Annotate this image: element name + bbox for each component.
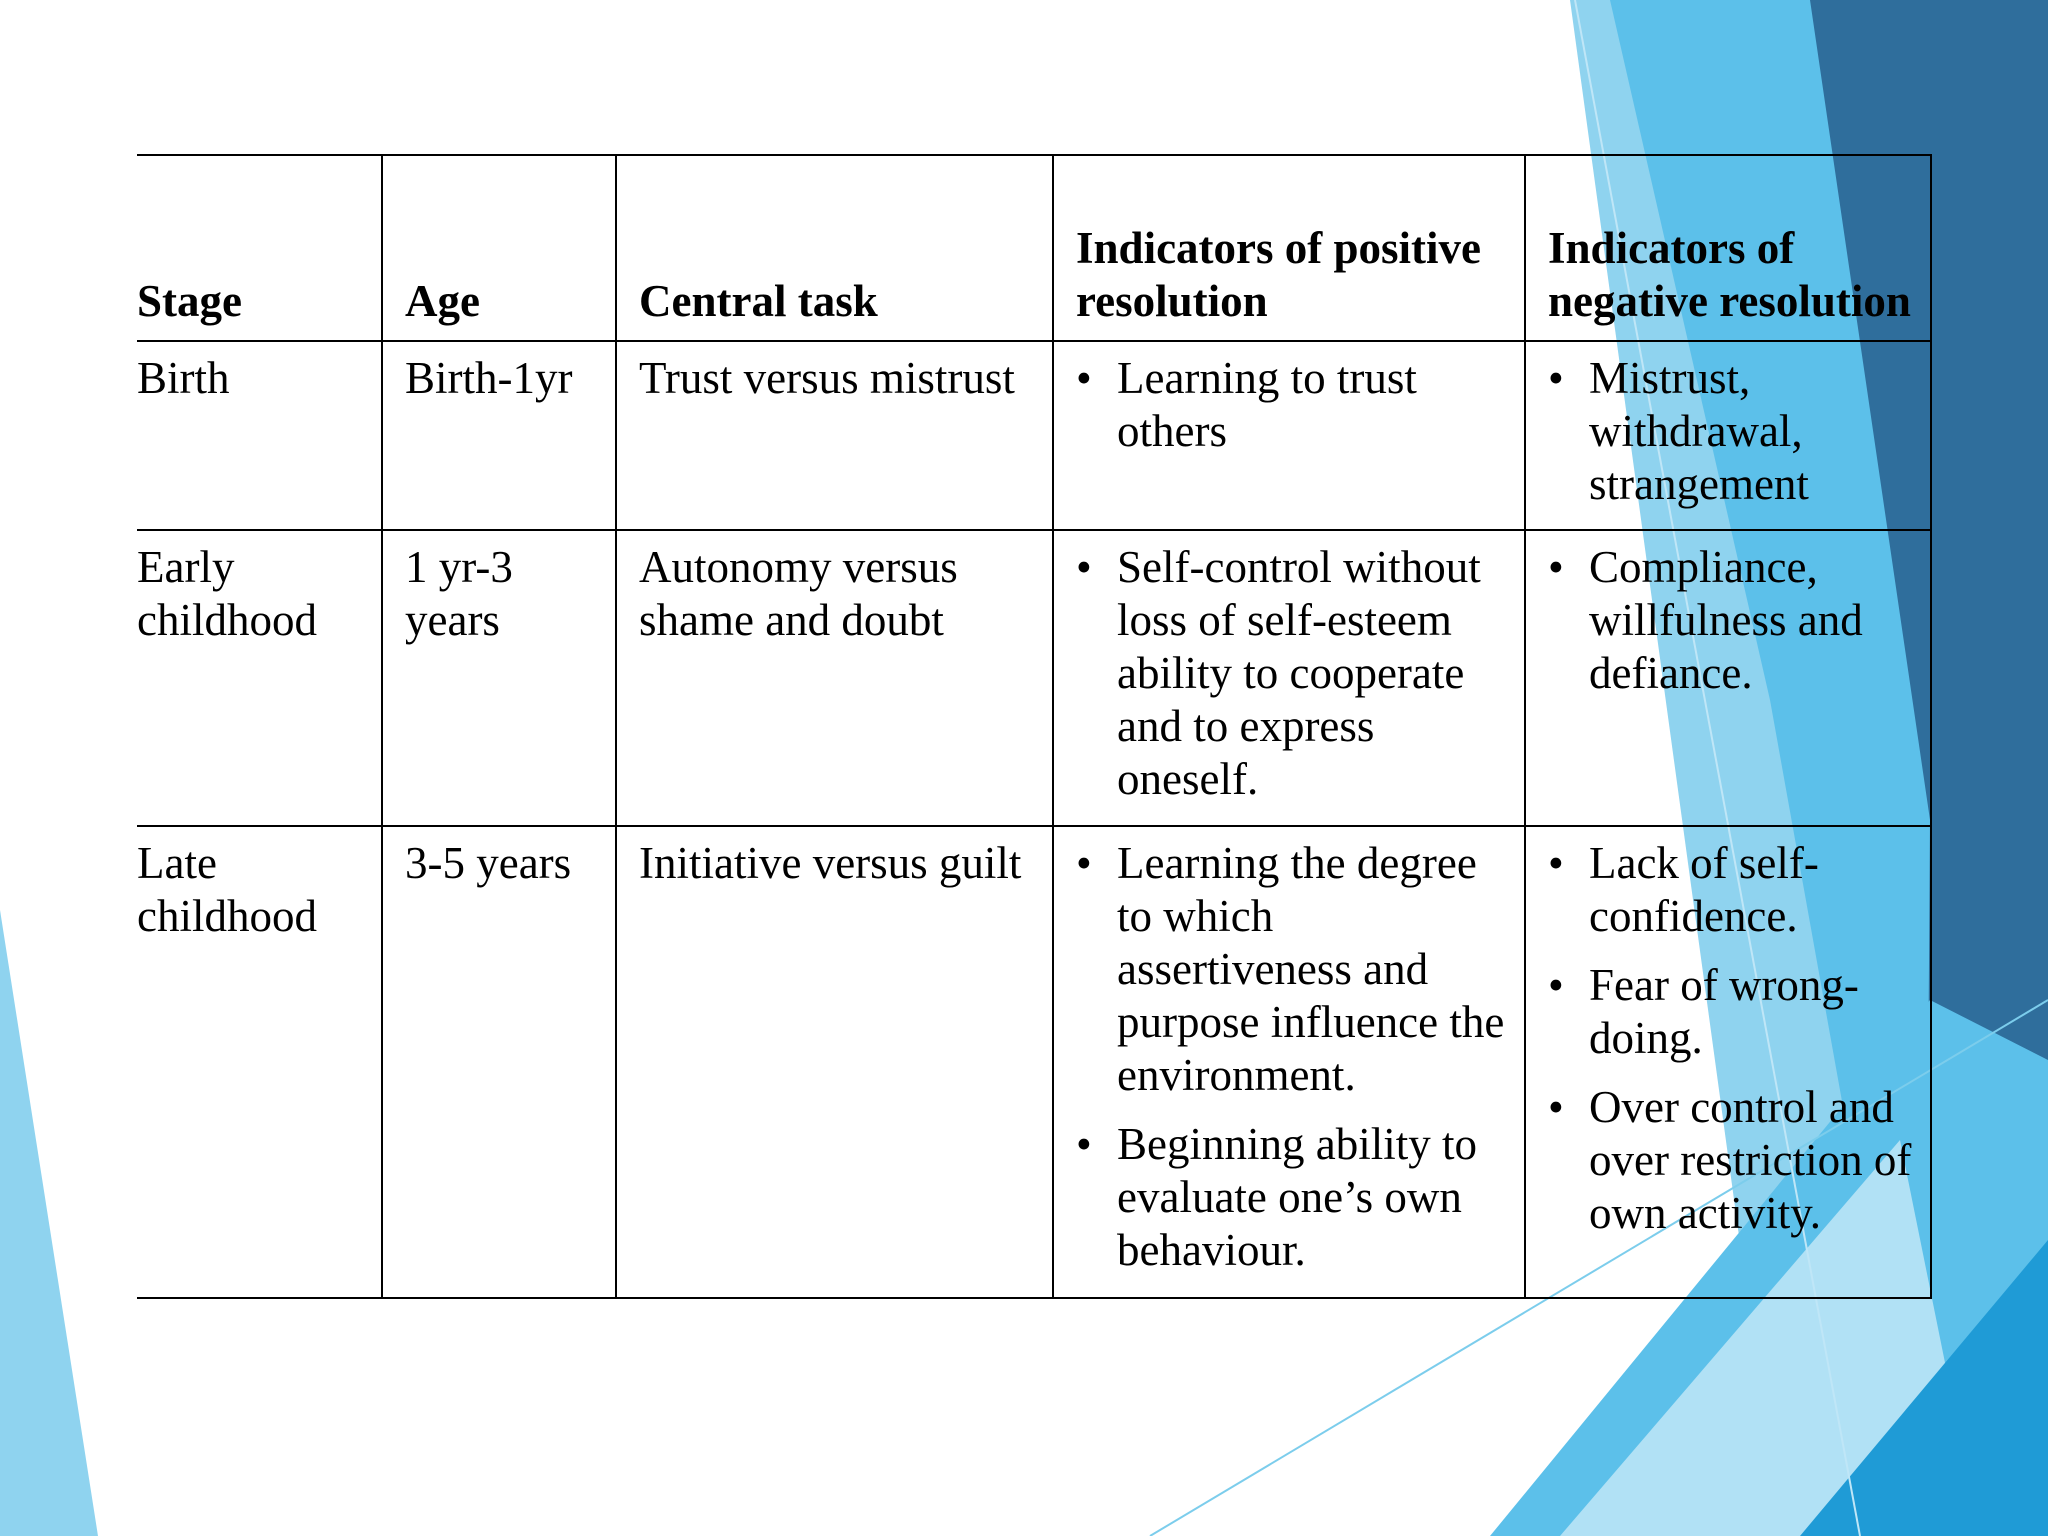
age-cell: Birth-1yr <box>382 341 616 530</box>
negative-list <box>1548 352 1916 511</box>
list-item: • Self-control without loss of self-esteem ability to cooperate and to express oneself. <box>1076 541 1510 806</box>
positive-list <box>1076 541 1510 806</box>
age-cell: 3-5 years <box>382 826 616 1298</box>
stage-cell: Early childhood <box>137 530 382 826</box>
negative-cell <box>1525 341 1931 530</box>
stage-cell: Late childhood <box>137 826 382 1298</box>
header-negative-resolution: Indicators of negative resolution <box>1525 155 1931 341</box>
positive-list <box>1076 837 1510 1277</box>
header-stage: Stage <box>137 155 382 341</box>
table-row <box>137 826 1931 1298</box>
header-positive-resolution: Indicators of positive resolution <box>1053 155 1525 341</box>
list-item: • Over control and over restriction of own activity. <box>1548 1081 1916 1240</box>
negative-cell <box>1525 826 1931 1298</box>
task-cell: Trust versus mistrust <box>616 341 1053 530</box>
table-row <box>137 530 1931 826</box>
positive-cell <box>1053 826 1525 1298</box>
age-cell: 1 yr-3 years <box>382 530 616 826</box>
negative-cell <box>1525 530 1931 826</box>
negative-list <box>1548 541 1916 700</box>
list-item: • Fear of wrong-doing. <box>1548 959 1916 1065</box>
header-central-task: Central task <box>616 155 1053 341</box>
task-cell: Autonomy versus shame and doubt <box>616 530 1053 826</box>
left-corner-shape <box>0 910 98 1536</box>
negative-list <box>1548 837 1916 1240</box>
task-cell: Initiative versus guilt <box>616 826 1053 1298</box>
list-item: • Lack of self-confidence. <box>1548 837 1916 943</box>
positive-cell <box>1053 530 1525 826</box>
positive-list <box>1076 352 1510 458</box>
list-item: • Learning the degree to which assertiveness and purpose influence the environment. <box>1076 837 1510 1102</box>
list-item: • Beginning ability to evaluate one’s own behaviour. <box>1076 1118 1510 1277</box>
list-item: • Mistrust, withdrawal, strangement <box>1548 352 1916 511</box>
stage-cell: Birth <box>137 341 382 530</box>
list-item: • Learning to trust others <box>1076 352 1510 458</box>
list-item: • Compliance, willfulness and defiance. <box>1548 541 1916 700</box>
header-age: Age <box>382 155 616 341</box>
table-header-row <box>137 155 1931 341</box>
table-row <box>137 341 1931 530</box>
positive-cell <box>1053 341 1525 530</box>
erikson-stages-table <box>137 154 1932 1299</box>
